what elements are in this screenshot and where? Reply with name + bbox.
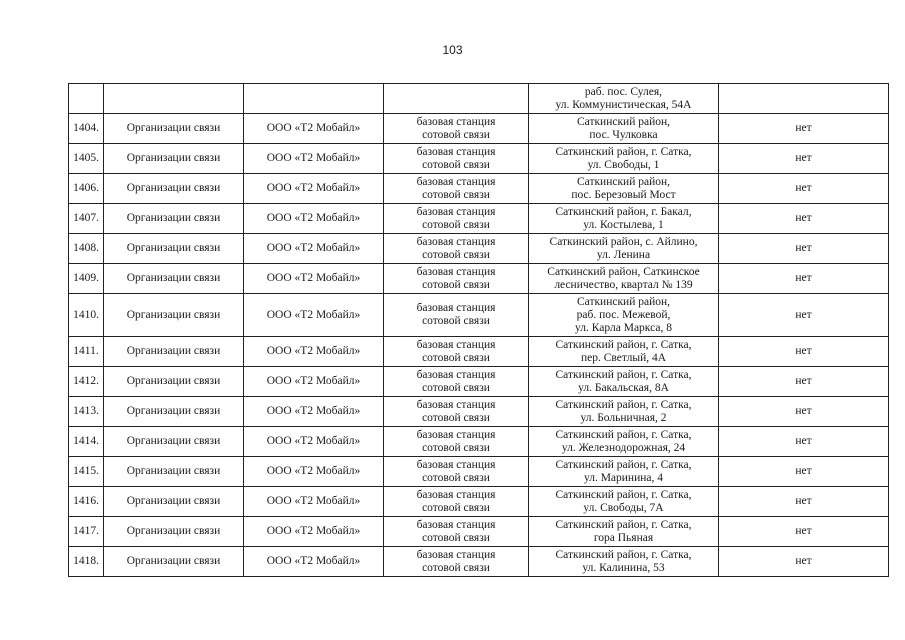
status-cell: нет bbox=[719, 487, 889, 517]
table-row bbox=[69, 264, 889, 294]
address-line: ул. Свободы, 7А bbox=[583, 501, 664, 514]
category-cell: Организации связи bbox=[104, 547, 244, 577]
object-type-line: сотовой связи bbox=[422, 315, 490, 327]
address-cell bbox=[529, 367, 719, 397]
status-cell: нет bbox=[719, 547, 889, 577]
object-type-cell bbox=[384, 264, 529, 294]
category-cell: Организации связи bbox=[104, 294, 244, 337]
object-type-line: базовая станция bbox=[416, 368, 496, 381]
address-cell bbox=[529, 337, 719, 367]
organization-cell: ООО «Т2 Мобайл» bbox=[244, 294, 384, 337]
object-type-line: сотовой связи bbox=[422, 381, 490, 394]
object-type-line: базовая станция bbox=[416, 398, 496, 411]
object-type-line: сотовой связи bbox=[422, 441, 490, 454]
category-cell: Организации связи bbox=[104, 234, 244, 264]
status-cell: нет bbox=[719, 204, 889, 234]
category-cell: Организации связи bbox=[104, 204, 244, 234]
table-row bbox=[69, 204, 889, 234]
address-line: ул. Калинина, 53 bbox=[582, 561, 665, 574]
object-type-line: сотовой связи bbox=[422, 278, 490, 291]
table-row bbox=[69, 547, 889, 577]
address-line: ул. Больничная, 2 bbox=[580, 411, 667, 424]
address-cell bbox=[529, 204, 719, 234]
table-row bbox=[69, 144, 889, 174]
object-type-cell bbox=[384, 487, 529, 517]
object-type-cell bbox=[384, 367, 529, 397]
object-type-line: базовая станция bbox=[416, 205, 496, 218]
object-type-line: базовая станция bbox=[416, 338, 496, 351]
object-type-line: сотовой связи bbox=[422, 411, 490, 424]
row-number-cell: 1413. bbox=[69, 397, 104, 427]
organization-cell: ООО «Т2 Мобайл» bbox=[244, 337, 384, 367]
table-row bbox=[69, 457, 889, 487]
status-cell: нет bbox=[719, 114, 889, 144]
table-row bbox=[69, 234, 889, 264]
address-line: Саткинский район, г. Сатка, bbox=[555, 338, 692, 351]
row-number-cell: 1407. bbox=[69, 204, 104, 234]
object-type-line: сотовой связи bbox=[422, 561, 490, 574]
address-line: Саткинский район, bbox=[576, 175, 671, 188]
object-type-cell bbox=[384, 114, 529, 144]
organization-cell: ООО «Т2 Мобайл» bbox=[244, 397, 384, 427]
row-number-cell: 1409. bbox=[69, 264, 104, 294]
table-row bbox=[69, 427, 889, 457]
category-cell: Организации связи bbox=[104, 427, 244, 457]
row-number-cell: 1417. bbox=[69, 517, 104, 547]
object-type-line: базовая станция bbox=[416, 518, 496, 531]
status-cell: нет bbox=[719, 367, 889, 397]
category-cell: Организации связи bbox=[104, 517, 244, 547]
address-line: ул. Костылева, 1 bbox=[583, 218, 664, 231]
table-row bbox=[69, 84, 889, 114]
organization-cell: ООО «Т2 Мобайл» bbox=[244, 367, 384, 397]
object-type-cell bbox=[384, 204, 529, 234]
address-cell bbox=[529, 427, 719, 457]
category-cell bbox=[104, 84, 244, 114]
object-type-line: базовая станция bbox=[416, 458, 496, 471]
address-line: Саткинский район, г. Сатка, bbox=[555, 368, 692, 381]
address-line: Саткинский район, г. Сатка, bbox=[555, 145, 692, 158]
address-line: Саткинский район, bbox=[576, 295, 671, 308]
object-type-line: сотовой связи bbox=[422, 471, 490, 484]
object-type-line: базовая станция bbox=[416, 488, 496, 501]
address-line: Саткинский район, г. Сатка, bbox=[555, 458, 692, 471]
address-line: ул. Коммунистическая, 54А bbox=[555, 98, 692, 111]
object-type-cell bbox=[384, 337, 529, 367]
row-number-cell: 1404. bbox=[69, 114, 104, 144]
object-type-line: сотовой связи bbox=[422, 128, 490, 141]
address-cell bbox=[529, 114, 719, 144]
object-type-cell bbox=[384, 174, 529, 204]
address-line: Саткинский район, г. Сатка, bbox=[555, 398, 692, 411]
address-line: ул. Маринина, 4 bbox=[583, 471, 664, 484]
status-cell: нет bbox=[719, 337, 889, 367]
address-line: Саткинский район, Саткинское bbox=[547, 265, 700, 278]
category-cell: Организации связи bbox=[104, 397, 244, 427]
organization-cell bbox=[244, 84, 384, 114]
object-type-line: базовая станция bbox=[416, 235, 496, 248]
category-cell: Организации связи bbox=[104, 264, 244, 294]
status-cell bbox=[719, 84, 889, 114]
object-type-cell bbox=[384, 144, 529, 174]
organization-cell: ООО «Т2 Мобайл» bbox=[244, 457, 384, 487]
category-cell: Организации связи bbox=[104, 114, 244, 144]
address-line: Саткинский район, с. Айлино, bbox=[549, 235, 698, 248]
object-type-cell bbox=[384, 234, 529, 264]
row-number-cell: 1414. bbox=[69, 427, 104, 457]
address-line: пер. Светлый, 4А bbox=[580, 351, 667, 364]
object-type-line: сотовой связи bbox=[422, 158, 490, 171]
address-cell bbox=[529, 144, 719, 174]
category-cell: Организации связи bbox=[104, 457, 244, 487]
page-number: 103 bbox=[442, 43, 463, 57]
object-type-line: базовая станция bbox=[416, 115, 496, 128]
status-cell: нет bbox=[719, 174, 889, 204]
object-type-cell bbox=[384, 397, 529, 427]
object-type-line: базовая станция bbox=[416, 175, 496, 188]
category-cell: Организации связи bbox=[104, 337, 244, 367]
object-type-line: базовая станция bbox=[416, 145, 496, 158]
category-cell: Организации связи bbox=[104, 367, 244, 397]
object-type-line: сотовой связи bbox=[422, 531, 490, 544]
object-type-line: сотовой связи bbox=[422, 351, 490, 364]
address-line: пос. Чулковка bbox=[589, 128, 658, 141]
status-cell: нет bbox=[719, 427, 889, 457]
address-line: Саткинский район, г. Бакал, bbox=[555, 205, 692, 218]
category-cell: Организации связи bbox=[104, 144, 244, 174]
organization-cell: ООО «Т2 Мобайл» bbox=[244, 234, 384, 264]
address-cell bbox=[529, 294, 719, 337]
organization-cell: ООО «Т2 Мобайл» bbox=[244, 144, 384, 174]
table-row bbox=[69, 367, 889, 397]
status-cell: нет bbox=[719, 144, 889, 174]
address-cell bbox=[529, 234, 719, 264]
row-number-cell: 1408. bbox=[69, 234, 104, 264]
status-cell: нет bbox=[719, 264, 889, 294]
table-row bbox=[69, 397, 889, 427]
organization-cell: ООО «Т2 Мобайл» bbox=[244, 114, 384, 144]
object-type-line: базовая станция bbox=[416, 265, 496, 278]
row-number-cell: 1416. bbox=[69, 487, 104, 517]
address-cell bbox=[529, 174, 719, 204]
table-body bbox=[69, 84, 889, 577]
object-type-cell bbox=[384, 294, 529, 337]
table-row bbox=[69, 337, 889, 367]
registry-table bbox=[68, 83, 889, 577]
status-cell: нет bbox=[719, 397, 889, 427]
row-number-cell bbox=[69, 84, 104, 114]
address-line: Саткинский район, г. Сатка, bbox=[555, 518, 692, 531]
table-row bbox=[69, 517, 889, 547]
address-line: ул. Бакальская, 8А bbox=[578, 381, 669, 394]
object-type-cell bbox=[384, 427, 529, 457]
row-number-cell: 1412. bbox=[69, 367, 104, 397]
status-cell: нет bbox=[719, 457, 889, 487]
address-cell bbox=[529, 264, 719, 294]
row-number-cell: 1411. bbox=[69, 337, 104, 367]
object-type-line: сотовой связи bbox=[422, 501, 490, 514]
address-line: Саткинский район, г. Сатка, bbox=[555, 428, 692, 441]
address-cell bbox=[529, 397, 719, 427]
organization-cell: ООО «Т2 Мобайл» bbox=[244, 264, 384, 294]
object-type-line: базовая станция bbox=[416, 428, 496, 441]
table-row bbox=[69, 294, 889, 337]
object-type-line: сотовой связи bbox=[422, 248, 490, 261]
organization-cell: ООО «Т2 Мобайл» bbox=[244, 547, 384, 577]
address-line: раб. пос. Межевой, bbox=[576, 308, 671, 321]
row-number-cell: 1415. bbox=[69, 457, 104, 487]
object-type-cell bbox=[384, 457, 529, 487]
organization-cell: ООО «Т2 Мобайл» bbox=[244, 427, 384, 457]
object-type-line: сотовой связи bbox=[422, 188, 490, 201]
organization-cell: ООО «Т2 Мобайл» bbox=[244, 517, 384, 547]
table-row bbox=[69, 174, 889, 204]
address-line: гора Пьяная bbox=[593, 531, 654, 544]
table-row bbox=[69, 487, 889, 517]
row-number-cell: 1410. bbox=[69, 294, 104, 337]
object-type-cell bbox=[384, 517, 529, 547]
address-line: Саткинский район, г. Сатка, bbox=[555, 548, 692, 561]
row-number-cell: 1405. bbox=[69, 144, 104, 174]
address-line: лесничество, квартал № 139 bbox=[554, 278, 693, 291]
address-line: Саткинский район, г. Сатка, bbox=[555, 488, 692, 501]
object-type-line: сотовой связи bbox=[422, 218, 490, 231]
address-line: пос. Березовый Мост bbox=[571, 188, 676, 201]
category-cell: Организации связи bbox=[104, 487, 244, 517]
status-cell: нет bbox=[719, 294, 889, 337]
address-line: ул. Карла Маркса, 8 bbox=[575, 321, 672, 334]
organization-cell: ООО «Т2 Мобайл» bbox=[244, 487, 384, 517]
object-type-line: базовая станция bbox=[416, 548, 496, 561]
address-cell bbox=[529, 487, 719, 517]
address-line: Саткинский район, bbox=[576, 115, 671, 128]
organization-cell: ООО «Т2 Мобайл» bbox=[244, 174, 384, 204]
row-number-cell: 1406. bbox=[69, 174, 104, 204]
address-line: ул. Ленина bbox=[596, 248, 651, 261]
organization-cell: ООО «Т2 Мобайл» bbox=[244, 204, 384, 234]
address-cell bbox=[529, 547, 719, 577]
address-cell bbox=[529, 457, 719, 487]
table-row bbox=[69, 114, 889, 144]
status-cell: нет bbox=[719, 234, 889, 264]
address-line: ул. Железнодорожная, 24 bbox=[561, 441, 686, 454]
address-cell bbox=[529, 84, 719, 114]
address-line: раб. пос. Сулея, bbox=[584, 85, 663, 98]
object-type-line: базовая станция bbox=[416, 302, 496, 314]
address-cell bbox=[529, 517, 719, 547]
category-cell: Организации связи bbox=[104, 174, 244, 204]
status-cell: нет bbox=[719, 517, 889, 547]
address-line: ул. Свободы, 1 bbox=[587, 158, 660, 171]
row-number-cell: 1418. bbox=[69, 547, 104, 577]
object-type-cell bbox=[384, 547, 529, 577]
object-type-cell bbox=[384, 84, 529, 114]
